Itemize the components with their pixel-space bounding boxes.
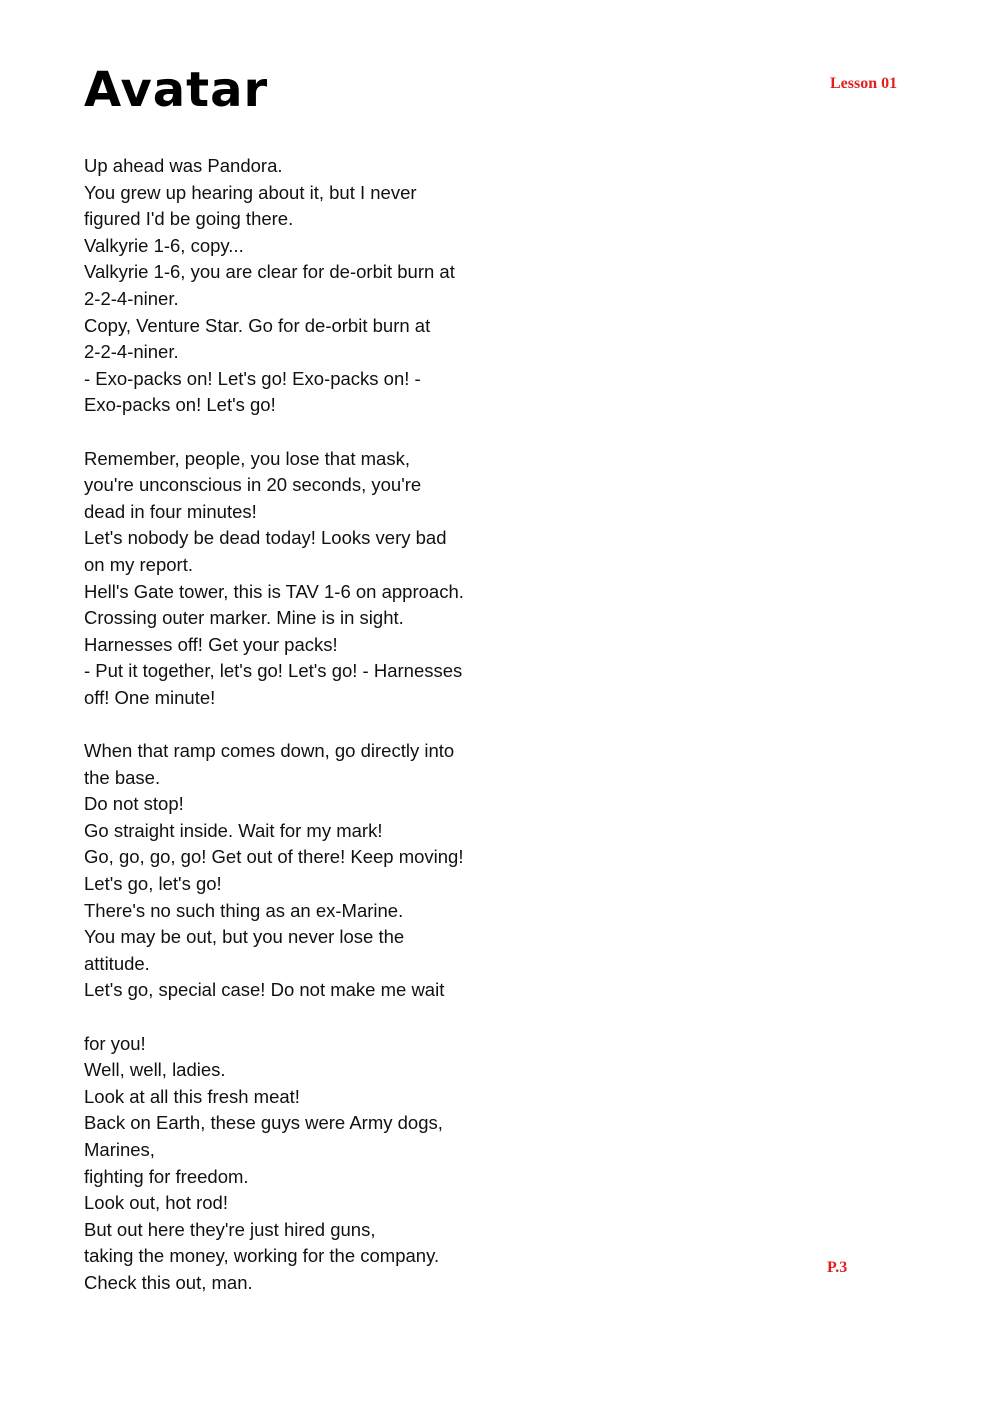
text-line: you're unconscious in 20 seconds, you're xyxy=(84,474,422,496)
page-number: P.3 xyxy=(827,1259,848,1276)
text-line: - Put it together, let's go! Let's go! - Harnesses xyxy=(84,660,463,682)
text-line xyxy=(84,1004,524,1031)
text-line: Let's nobody be dead today! Looks very bad xyxy=(84,527,447,549)
text-line: for you! xyxy=(84,1032,146,1054)
text-line: Look at all this fresh meat! xyxy=(84,1085,300,1107)
text-line: 2-2-4-niner. xyxy=(84,287,179,309)
text-line: Do not stop! xyxy=(84,793,184,815)
text-line: the base. xyxy=(84,766,161,788)
text-line: Harnesses off! Get your packs! xyxy=(84,633,338,655)
text-line: - Exo-packs on! Let's go! Exo-packs on! - xyxy=(84,367,421,389)
text-line: Marines, xyxy=(84,1138,155,1160)
text-line: dead in four minutes! xyxy=(84,500,257,522)
text-line: Let's go, special case! Do not make me wait xyxy=(84,979,445,1001)
text-line: taking the money, working for the company. xyxy=(84,1245,440,1267)
text-line: You grew up hearing about it, but I never xyxy=(84,181,417,203)
text-line: But out here they're just hired guns, xyxy=(84,1218,376,1240)
text-line: Remember, people, you lose that mask, xyxy=(84,447,410,469)
text-line: attitude. xyxy=(84,952,150,974)
text-line: Go straight inside. Wait for my mark! xyxy=(84,819,383,841)
text-line: Valkyrie 1-6, copy... xyxy=(84,234,244,256)
text-line: fighting for freedom. xyxy=(84,1165,249,1187)
text-line: Let's go, let's go! xyxy=(84,873,222,895)
page-title: Avatar xyxy=(84,62,269,118)
text-line: You may be out, but you never lose the xyxy=(84,926,405,948)
script-text xyxy=(84,153,524,1297)
text-line: Crossing outer marker. Mine is in sight. xyxy=(84,607,404,629)
text-line: on my report. xyxy=(84,553,193,575)
text-line: 2-2-4-niner. xyxy=(84,341,179,363)
text-line: Go, go, go, go! Get out of there! Keep moving! xyxy=(84,846,464,868)
lesson-label: Lesson 01 xyxy=(830,75,898,92)
text-line: Look out, hot rod! xyxy=(84,1192,228,1214)
text-line: There's no such thing as an ex-Marine. xyxy=(84,899,404,921)
text-line: When that ramp comes down, go directly into xyxy=(84,740,455,762)
text-line: Copy, Venture Star. Go for de-orbit burn at xyxy=(84,314,431,336)
text-line: Exo-packs on! Let's go! xyxy=(84,394,276,416)
text-line: Hell's Gate tower, this is TAV 1-6 on approach. xyxy=(84,580,464,602)
text-line: Up ahead was Pandora. xyxy=(84,155,283,176)
text-line: Back on Earth, these guys were Army dogs, xyxy=(84,1112,443,1134)
text-line: Check this out, man. xyxy=(84,1271,253,1293)
text-line: Valkyrie 1-6, you are clear for de-orbit burn at xyxy=(84,261,455,283)
text-line: off! One minute! xyxy=(84,686,216,708)
text-line: figured I'd be going there. xyxy=(84,208,294,230)
text-line xyxy=(84,419,524,446)
text-line xyxy=(84,711,524,738)
text-line: Well, well, ladies. xyxy=(84,1059,226,1081)
